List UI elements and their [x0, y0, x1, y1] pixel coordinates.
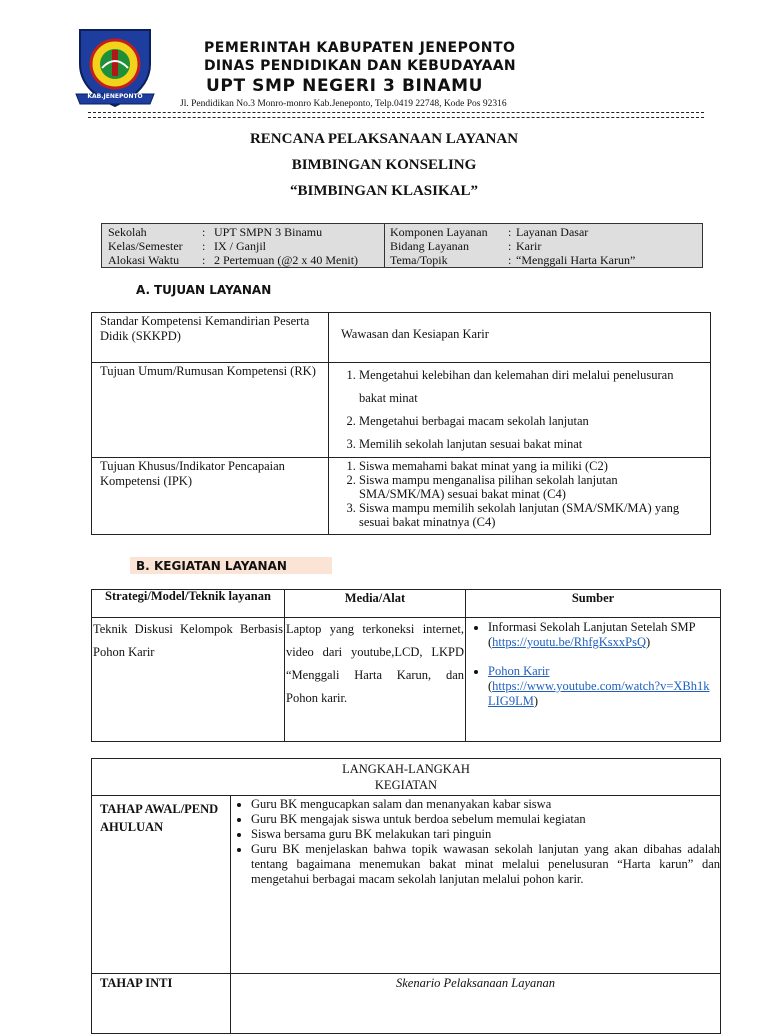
- identity-row: Bidang Layanan : Karir: [390, 239, 542, 253]
- header-line-1: PEMERINTAH KABUPATEN JENEPONTO: [204, 40, 516, 56]
- list-item: • Informasi Sekolah Lanjutan Setelah SMP (https://youtu.be/RhfgKsxxPsQ): [488, 620, 716, 650]
- source-title-link-2[interactable]: Pohon Karir: [488, 664, 550, 678]
- header-address: Jl. Pendidikan No.3 Monro-monro Kab.Jeneponto, Telp.0419 22748, Kode Pos 92316: [180, 99, 507, 109]
- logo-caption: KAB.JENEPONTO: [87, 93, 143, 100]
- list-item: • Guru BK mengajak siswa untuk berdoa sebelum memulai kegiatan: [251, 812, 720, 827]
- doc-title-3: “BIMBINGAN KLASIKAL”: [290, 183, 478, 199]
- header-divider-1: [88, 112, 704, 113]
- table-row: [92, 458, 711, 535]
- goal-value: 1. Siswa memahami bakat minat yang ia miliki (C2) 2. Siswa mampu menganalisa pilihan sekolah lanjutan SMA/SMK/MA) sesuai bakat minat (C4) 3. Siswa mampu memilih sekolah lanjutan (SMA/SMK/MA) yang sesuai bakat minatnya (C4): [329, 458, 711, 535]
- identity-row: Sekolah : UPT SMPN 3 Binamu: [108, 225, 323, 239]
- table-row: [92, 796, 721, 974]
- steps-table: [91, 758, 721, 1034]
- identity-row: Alokasi Waktu : 2 Pertemuan (@2 x 40 Menit): [108, 253, 359, 267]
- list-item: • Guru BK mengucapkan salam dan menanyakan kabar siswa: [251, 797, 720, 812]
- goals-table: [91, 312, 711, 535]
- source-link-1[interactable]: https://youtu.be/RhfgKsxxPsQ: [492, 635, 647, 649]
- goal-label: Standar Kompetensi Kemandirian Peserta Didik (SKKPD): [92, 313, 329, 363]
- list-item: • Guru BK menjelaskan bahwa topik wawasan sekolah lanjutan yang akan dibahas adalah tentang bagaimana menemukan bakat minat melalui penelusuran “Harta karun” dan mengetahui berbagai macam sekolah lanjutan melalui pohon karir.: [251, 842, 720, 887]
- identity-row: Tema/Topik : “Menggali Harta Karun”: [390, 253, 636, 267]
- school-logo: [72, 24, 158, 110]
- doc-title-2: BIMBINGAN KONSELING: [291, 157, 477, 173]
- source-cell: [466, 618, 721, 742]
- stage-label: TAHAP AWAL/PENDAHULUAN: [92, 796, 231, 974]
- list-item: • Siswa bersama guru BK melakukan tari pinguin: [251, 827, 720, 842]
- table-row: [92, 759, 721, 796]
- activity-table: [91, 589, 721, 742]
- goal-value: 1. Mengetahui kelebihan dan kelemahan diri melalui penelusuran bakat minat 2. Mengetahui berbagai macam sekolah lanjutan 3. Memilih sekolah lanjutan sesuai bakat minat: [329, 363, 711, 458]
- doc-title-1: RENCANA PELAKSANAAN LAYANAN: [249, 131, 519, 147]
- list-item: • Pohon Karir (https://www.youtube.com/watch?v=XBh1kLIG9LM): [488, 664, 716, 709]
- section-a-heading: A. TUJUAN LAYANAN: [136, 283, 272, 297]
- section-b-heading: B. KEGIATAN LAYANAN: [136, 559, 287, 573]
- identity-box: [101, 223, 703, 268]
- table-row: [92, 974, 721, 1034]
- stage-content: [231, 796, 721, 974]
- steps-heading: LANGKAH-LANGKAH KEGIATAN: [92, 759, 721, 796]
- identity-row: Komponen Layanan : Layanan Dasar: [390, 225, 589, 239]
- strategy-cell: Teknik Diskusi Kelompok Berbasis Pohon Karir: [92, 618, 285, 742]
- table-row: [92, 590, 721, 618]
- goal-label: Tujuan Umum/Rumusan Kompetensi (RK): [92, 363, 329, 458]
- table-row: [92, 618, 721, 742]
- goal-label: Tujuan Khusus/Indikator Pencapaian Kompetensi (IPK): [92, 458, 329, 535]
- stage-content: Skenario Pelaksanaan Layanan: [231, 974, 721, 1034]
- col-header: Strategi/Model/Teknik layanan: [92, 590, 285, 618]
- table-row: [92, 363, 711, 458]
- header-divider-2: [88, 117, 704, 118]
- table-row: [92, 313, 711, 363]
- source-link-2[interactable]: https://www.youtube.com/watch?v=XBh1kLIG9LM: [488, 679, 710, 708]
- stage-label: TAHAP INTI: [92, 974, 231, 1034]
- header-line-2: DINAS PENDIDIKAN DAN KEBUDAYAAN: [204, 58, 516, 74]
- goal-value: Wawasan dan Kesiapan Karir: [329, 313, 711, 363]
- header-line-3: UPT SMP NEGERI 3 BINAMU: [206, 76, 483, 96]
- identity-row: Kelas/Semester : IX / Ganjil: [108, 239, 266, 253]
- col-header: Media/Alat: [285, 590, 466, 618]
- media-cell: Laptop yang terkoneksi internet, video dari youtube,LCD, LKPD “Menggali Harta Karun, dan Pohon karir.: [285, 618, 466, 742]
- col-header: Sumber: [466, 590, 721, 618]
